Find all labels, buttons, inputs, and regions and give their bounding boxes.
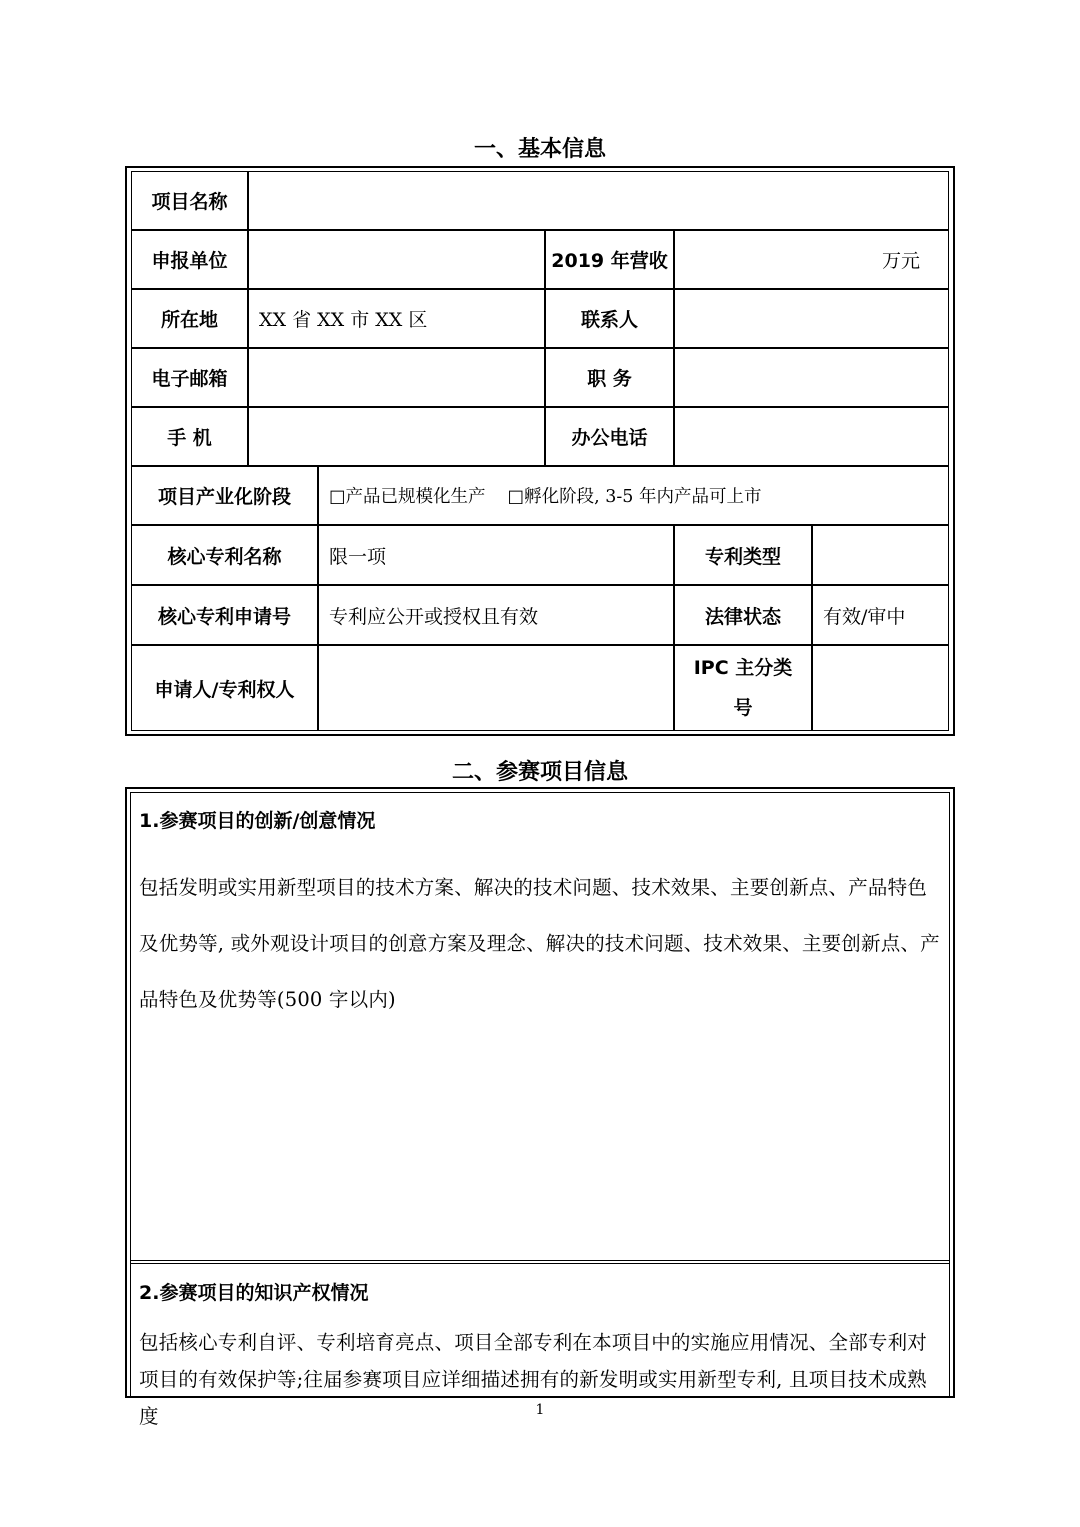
ip-status-heading: 2.参赛项目的知识产权情况 (139, 1282, 369, 1304)
page-number: 1 (535, 1402, 545, 1418)
contact-person-field[interactable] (674, 289, 949, 348)
section-project-info-title: 二、参赛项目信息 (451, 760, 628, 785)
ip-status-description[interactable]: 包括核心专利自评、专利培育亮点、项目全部专利在本项目中的实施应用情况、全部专利对项目的有效保护等;往届参赛项目应详细描述拥有的新发明或实用新型专利, 且项目技术成熟度 (139, 1331, 928, 1428)
applicant-holder-field[interactable] (318, 645, 674, 731)
ipc-class-label-line2: 号 (733, 697, 753, 719)
option-incubation-stage[interactable]: □孵化阶段, 3-5 年内产品可上市 (507, 487, 762, 507)
revenue-unit: 万元 (881, 250, 920, 272)
project-name-field[interactable] (248, 171, 949, 230)
section-basic-info-title: 一、基本信息 (473, 137, 606, 162)
legal-status-label: 法律状态 (674, 585, 812, 645)
job-title-field[interactable] (674, 348, 949, 407)
core-patent-number-label: 核心专利申请号 (131, 585, 318, 645)
ipc-class-field[interactable] (812, 645, 949, 731)
patent-type-field[interactable] (812, 525, 949, 585)
location-field[interactable]: XX 省 XX 市 XX 区 (248, 289, 545, 348)
contact-person-label: 联系人 (545, 289, 674, 348)
industrial-stage-options (318, 466, 949, 525)
project-name-label: 项目名称 (131, 171, 248, 230)
option-mass-production[interactable]: □产品已规模化生产 (329, 487, 486, 507)
office-phone-field[interactable] (674, 407, 949, 466)
applicant-unit-field[interactable] (248, 230, 545, 289)
applicant-unit-label: 申报单位 (131, 230, 248, 289)
job-title-label: 职 务 (545, 348, 674, 407)
applicant-holder-label: 申请人/专利权人 (131, 645, 318, 731)
email-field[interactable] (248, 348, 545, 407)
mobile-field[interactable] (248, 407, 545, 466)
core-patent-number-field[interactable]: 专利应公开或授权且有效 (318, 585, 674, 645)
section-divider (130, 1260, 950, 1261)
revenue-2019-field[interactable] (674, 230, 949, 289)
legal-status-field[interactable]: 有效/审中 (812, 585, 949, 645)
core-patent-name-field[interactable]: 限一项 (318, 525, 674, 585)
revenue-2019-label: 2019 年营收 (545, 230, 674, 289)
location-label: 所在地 (131, 289, 248, 348)
innovation-description[interactable]: 包括发明或实用新型项目的技术方案、解决的技术问题、技术效果、主要创新点、产品特色及优势等, 或外观设计项目的创意方案及理念、解决的技术问题、技术效果、主要创新点、产品特色及优势等(500 字以内) (139, 876, 940, 1011)
mobile-label: 手 机 (131, 407, 248, 466)
email-label: 电子邮箱 (131, 348, 248, 407)
patent-type-label: 专利类型 (674, 525, 812, 585)
section-divider-double (130, 1263, 950, 1264)
office-phone-label: 办公电话 (545, 407, 674, 466)
industrial-stage-label: 项目产业化阶段 (131, 466, 318, 525)
innovation-heading: 1.参赛项目的创新/创意情况 (139, 810, 376, 832)
core-patent-name-label: 核心专利名称 (131, 525, 318, 585)
ipc-class-label-line1: IPC 主分类 (693, 657, 793, 679)
ipc-class-label (674, 645, 812, 731)
